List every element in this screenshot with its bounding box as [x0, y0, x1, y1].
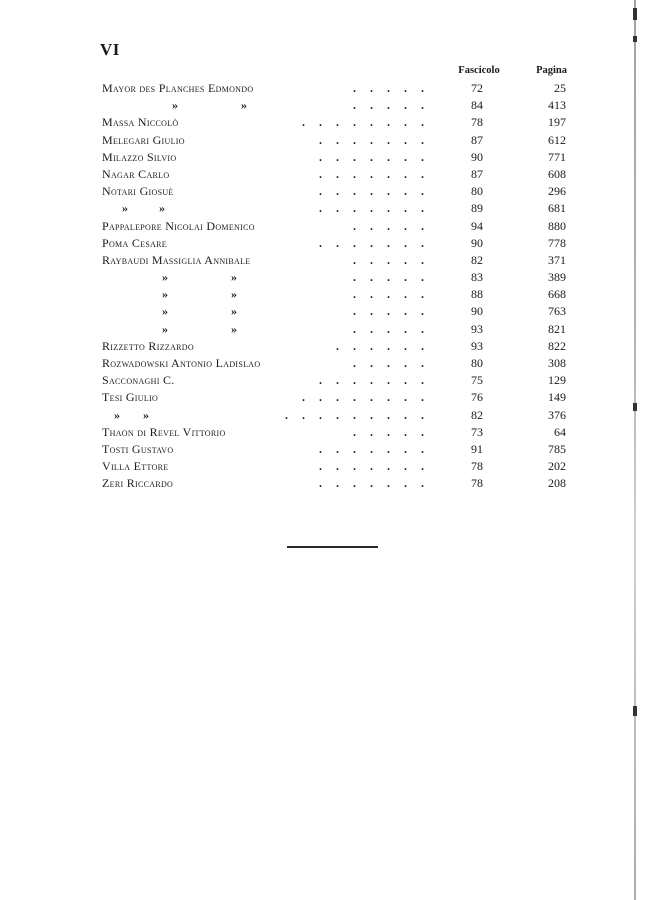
pagina-value: 389: [548, 270, 566, 285]
author-name: Zeri Riccardo: [102, 476, 174, 491]
dot-leader: .......: [319, 441, 438, 456]
pagina-value: 771: [548, 149, 566, 164]
dot-leader: ......: [336, 338, 438, 353]
dot-leader: .....: [353, 252, 438, 267]
index-row: [102, 114, 568, 131]
author-name: Poma Cesare: [102, 235, 167, 250]
dot-leader: .....: [353, 218, 438, 233]
ditto-mark: » »: [162, 304, 237, 319]
ditto-mark: » »: [114, 407, 149, 422]
author-name: Massa Niccolò: [102, 115, 179, 130]
page-edge-mark: [633, 36, 637, 42]
index-row: [102, 407, 568, 424]
pagina-value: 785: [548, 441, 566, 456]
dot-leader: .........: [285, 407, 438, 422]
page-edge-mark: [633, 8, 637, 20]
column-header-pagina: Pagina: [536, 65, 567, 76]
pagina-value: 208: [548, 476, 566, 491]
fascicolo-value: 93: [471, 321, 483, 336]
ditto-mark: » »: [122, 201, 165, 216]
dot-leader: .....: [353, 304, 438, 319]
index-row: [102, 303, 568, 320]
index-row: [102, 149, 568, 166]
section-end-rule: [287, 546, 378, 548]
index-row: [102, 218, 568, 235]
dot-leader: ........: [302, 390, 438, 405]
pagina-value: 880: [548, 218, 566, 233]
fascicolo-value: 72: [471, 81, 483, 95]
dot-leader: .....: [353, 424, 438, 439]
pagina-value: 612: [548, 132, 566, 147]
fascicolo-value: 90: [471, 149, 483, 164]
index-row: [102, 97, 568, 114]
fascicolo-value: 80: [471, 356, 483, 370]
pagina-value: 778: [548, 235, 566, 250]
ditto-mark: » »: [162, 270, 237, 285]
author-name: Mayor des Planches Edmondo: [102, 81, 254, 95]
dot-leader: ........: [302, 115, 438, 130]
pagina-value: 202: [548, 459, 566, 474]
pagina-value: 668: [548, 287, 566, 302]
pagina-value: 376: [548, 407, 566, 422]
fascicolo-value: 80: [471, 184, 483, 199]
index-row: [102, 372, 568, 389]
pagina-value: 25: [554, 81, 566, 95]
index-row: [102, 183, 568, 200]
dot-leader: .....: [353, 356, 438, 370]
dot-leader: .......: [319, 459, 438, 474]
fascicolo-value: 82: [471, 407, 483, 422]
index-row: [102, 166, 568, 183]
pagina-value: 763: [548, 304, 566, 319]
fascicolo-value: 94: [471, 218, 483, 233]
fascicolo-value: 73: [471, 424, 483, 439]
pagina-value: 413: [548, 98, 566, 113]
index-row: [102, 441, 568, 458]
fascicolo-value: 87: [471, 166, 483, 181]
pagina-value: 308: [548, 356, 566, 370]
pagina-value: 608: [548, 166, 566, 181]
index-row: [102, 286, 568, 303]
dot-leader: .....: [353, 81, 438, 95]
index-row: [102, 338, 568, 355]
fascicolo-value: 89: [471, 201, 483, 216]
dot-leader: .......: [319, 132, 438, 147]
pagina-value: 821: [548, 321, 566, 336]
index-row: [102, 80, 568, 97]
fascicolo-value: 78: [471, 115, 483, 130]
index-row: [102, 424, 568, 441]
author-name: Sacconaghi C.: [102, 373, 175, 388]
index-row: [102, 269, 568, 286]
index-row: [102, 389, 568, 406]
author-name: Notari Giosuè: [102, 184, 174, 199]
author-name: Rozwadowski Antonio Ladislao: [102, 356, 261, 370]
author-name: Nagar Carlo: [102, 166, 170, 181]
fascicolo-value: 84: [471, 98, 483, 113]
index-row: [102, 252, 568, 269]
pagina-value: 149: [548, 390, 566, 405]
column-header-fascicolo: Fascicolo: [458, 65, 500, 76]
fascicolo-value: 91: [471, 441, 483, 456]
pagina-value: 681: [548, 201, 566, 216]
author-name: Rizzetto Rizzardo: [102, 338, 194, 353]
ditto-mark: » »: [172, 98, 247, 113]
author-name: Raybaudi Massiglia Annibale: [102, 252, 251, 267]
author-name: Milazzo Silvio: [102, 149, 177, 164]
index-row: [102, 458, 568, 475]
fascicolo-value: 88: [471, 287, 483, 302]
index-row: [102, 132, 568, 149]
dot-leader: .......: [319, 149, 438, 164]
pagina-value: 822: [548, 338, 566, 353]
author-name: Tesi Giulio: [102, 390, 159, 405]
ditto-mark: » »: [162, 287, 237, 302]
fascicolo-value: 78: [471, 459, 483, 474]
fascicolo-value: 82: [471, 252, 483, 267]
author-name: Pappalepore Nicolai Domenico: [102, 218, 255, 233]
dot-leader: .....: [353, 270, 438, 285]
fascicolo-value: 90: [471, 304, 483, 319]
page-edge-line: [634, 0, 636, 900]
dot-leader: .......: [319, 184, 438, 199]
pagina-value: 64: [554, 424, 566, 439]
pagina-value: 371: [548, 252, 566, 267]
dot-leader: .......: [319, 201, 438, 216]
fascicolo-value: 87: [471, 132, 483, 147]
dot-leader: .......: [319, 235, 438, 250]
index-row: [102, 355, 568, 372]
fascicolo-value: 75: [471, 373, 483, 388]
index-row: [102, 321, 568, 338]
pagina-value: 197: [548, 115, 566, 130]
fascicolo-value: 93: [471, 338, 483, 353]
author-name: Tosti Gustavo: [102, 441, 174, 456]
pagina-value: 296: [548, 184, 566, 199]
page-edge-mark: [633, 706, 637, 716]
dot-leader: .......: [319, 476, 438, 491]
author-name: Thaon di Revel Vittorio: [102, 424, 226, 439]
index-row: [102, 200, 568, 217]
pagina-value: 129: [548, 373, 566, 388]
index-list: [102, 80, 568, 493]
dot-leader: .....: [353, 98, 438, 113]
ditto-mark: » »: [162, 321, 237, 336]
fascicolo-value: 83: [471, 270, 483, 285]
dot-leader: .......: [319, 373, 438, 388]
author-name: Villa Ettore: [102, 459, 169, 474]
dot-leader: .......: [319, 166, 438, 181]
fascicolo-value: 76: [471, 390, 483, 405]
fascicolo-value: 90: [471, 235, 483, 250]
index-row: [102, 475, 568, 492]
page-edge-mark: [633, 403, 637, 411]
dot-leader: .....: [353, 321, 438, 336]
page-number: VI: [100, 40, 120, 59]
dot-leader: .....: [353, 287, 438, 302]
fascicolo-value: 78: [471, 476, 483, 491]
index-row: [102, 235, 568, 252]
author-name: Melegari Giulio: [102, 132, 185, 147]
